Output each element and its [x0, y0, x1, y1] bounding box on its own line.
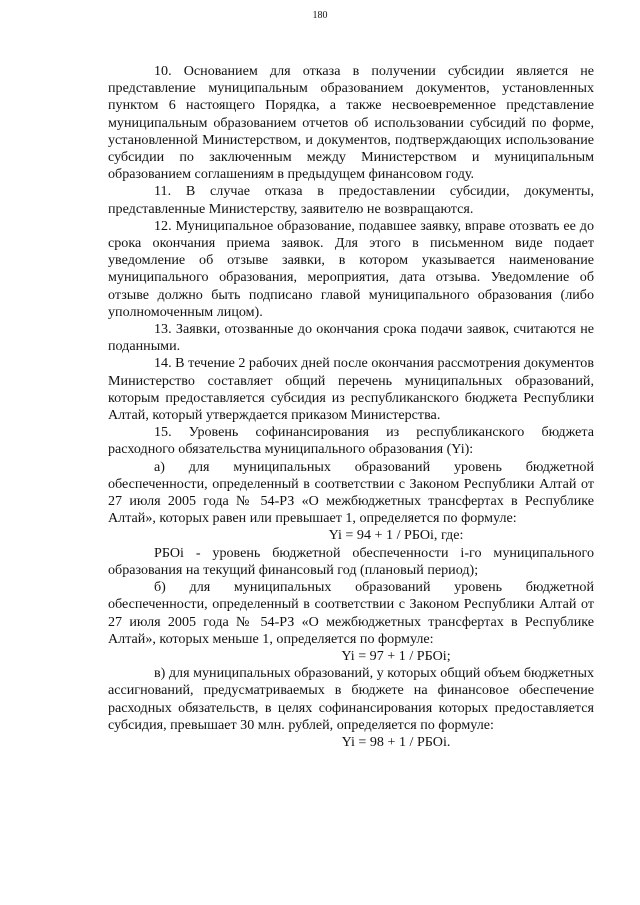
- paragraph-10: 10. Основанием для отказа в получении субсидии является не представление муниципальным образованием документов, установленных пунктом 6 настоящего Порядка, а также несвоевременное представление муниципальным образованием отчетов об использовании субсидий по форме, установленной Министерством, и документов, подтверждающих использование субсидии по заключенным между Министерством и муниципальным образованием соглашениям в предыдущем финансовом году.: [108, 63, 594, 183]
- formula-a: Yi = 94 + 1 / РБОi, где:: [328, 527, 464, 544]
- paragraph-14: 14. В течение 2 рабочих дней после окончания рассмотрения документов Министерство составляет общий перечень муниципальных образований, которым предоставляется субсидия из республиканского бюджета Республики Алтай, который утверждается приказом Министерства.: [108, 355, 594, 424]
- paragraph-15-b: б) для муниципальных образований уровень бюджетной обеспеченности, определенный в соответствии с Законом Республики Алтай от 27 июля 2005 года № 54-РЗ «О межбюджетных трансфертах в Республике Алтай», которых меньше 1, определяется по формуле:: [108, 579, 594, 647]
- formula-c: Yi = 98 + 1 / РБОi.: [341, 733, 451, 750]
- paragraph-15-c: в) для муниципальных образований, у которых общий объем бюджетных ассигнований, предусматриваемых в бюджете на финансовое обеспечение расходных обязательств, в целях софинансирования которых предоставляется субсидия, превышает 30 млн. рублей, определяется по формуле:: [108, 665, 595, 733]
- definition-rbo: РБОi - уровень бюджетной обеспеченности i-го муниципального образования на текущий финансовый год (плановый период);: [108, 544, 594, 578]
- page-number: 180: [312, 10, 328, 21]
- paragraph-15: 15. Уровень софинансирования из республиканского бюджета расходного обязательства муниципального образования (Yi):: [108, 424, 594, 458]
- paragraph-13: 13. Заявки, отозванные до окончания срока подачи заявок, считаются не поданными.: [108, 321, 594, 355]
- paragraph-11: 11. В случае отказа в предоставлении субсидии, документы, представленные Министерству, заявителю не возвращаются.: [108, 183, 594, 217]
- document-body: [108, 63, 594, 751]
- paragraph-15-a: а) для муниципальных образований уровень бюджетной обеспеченности, определенный в соответствии с Законом Республики Алтай от 27 июля 2005 года № 54-РЗ «О межбюджетных трансфертах в Республике Алтай», которых равен или превышает 1, определяется по формуле:: [108, 458, 594, 527]
- paragraph-12: 12. Муниципальное образование, подавшее заявку, вправе отозвать ее до срока окончания приема заявок. Для этого в письменном виде подает уведомление об отзыве заявки, в котором указывается наименование муниципального образования, мероприятия, дата отзыва. Уведомление об отзыве должно быть подписано главой муниципального образования (либо уполномоченным лицом).: [108, 217, 594, 320]
- formula-b: Yi = 97 + 1 / РБОi;: [341, 647, 451, 664]
